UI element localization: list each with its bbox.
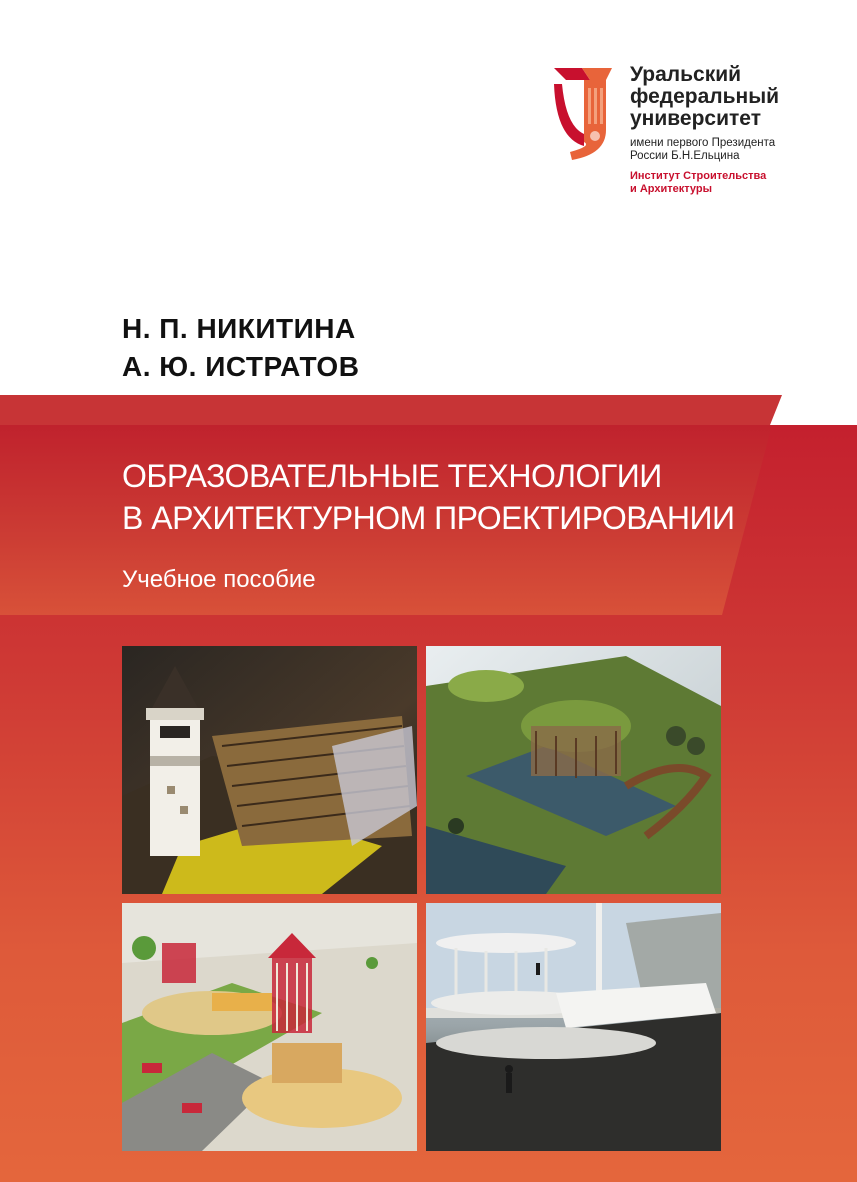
photo-landscape-model — [426, 646, 721, 894]
university-name-line: Уральский — [630, 63, 742, 86]
title-band-top — [0, 395, 857, 425]
institute-name-line: и Архитектуры — [630, 183, 712, 195]
university-name-line: университет — [630, 107, 761, 130]
university-subtitle-line: имени первого Президента — [630, 137, 776, 149]
university-subtitle-line: России Б.Н.Ельцина — [630, 150, 740, 162]
book-title-line: ОБРАЗОВАТЕЛЬНЫЕ ТЕХНОЛОГИИ — [122, 458, 662, 494]
photo-playground-model — [122, 903, 417, 1151]
university-logo-icon — [552, 64, 614, 164]
author-name: Н. П. НИКИТИНА — [122, 313, 356, 344]
book-title-line: В АРХИТЕКТУРНОМ ПРОЕКТИРОВАНИИ — [122, 500, 735, 536]
book-title — [122, 455, 734, 539]
book-subtitle: Учебное пособие — [122, 566, 316, 593]
photo-lighthouse-model — [122, 646, 417, 894]
author-name: А. Ю. ИСТРАТОВ — [122, 351, 360, 382]
university-name-line: федеральный — [630, 85, 780, 108]
institute-name — [630, 170, 766, 196]
photo-pavilion-model — [426, 903, 721, 1151]
institute-name-line: Институт Строительства — [630, 170, 767, 182]
cover-top — [0, 0, 857, 395]
university-subtitle — [630, 137, 775, 163]
university-name — [630, 64, 779, 130]
authors — [122, 310, 359, 386]
